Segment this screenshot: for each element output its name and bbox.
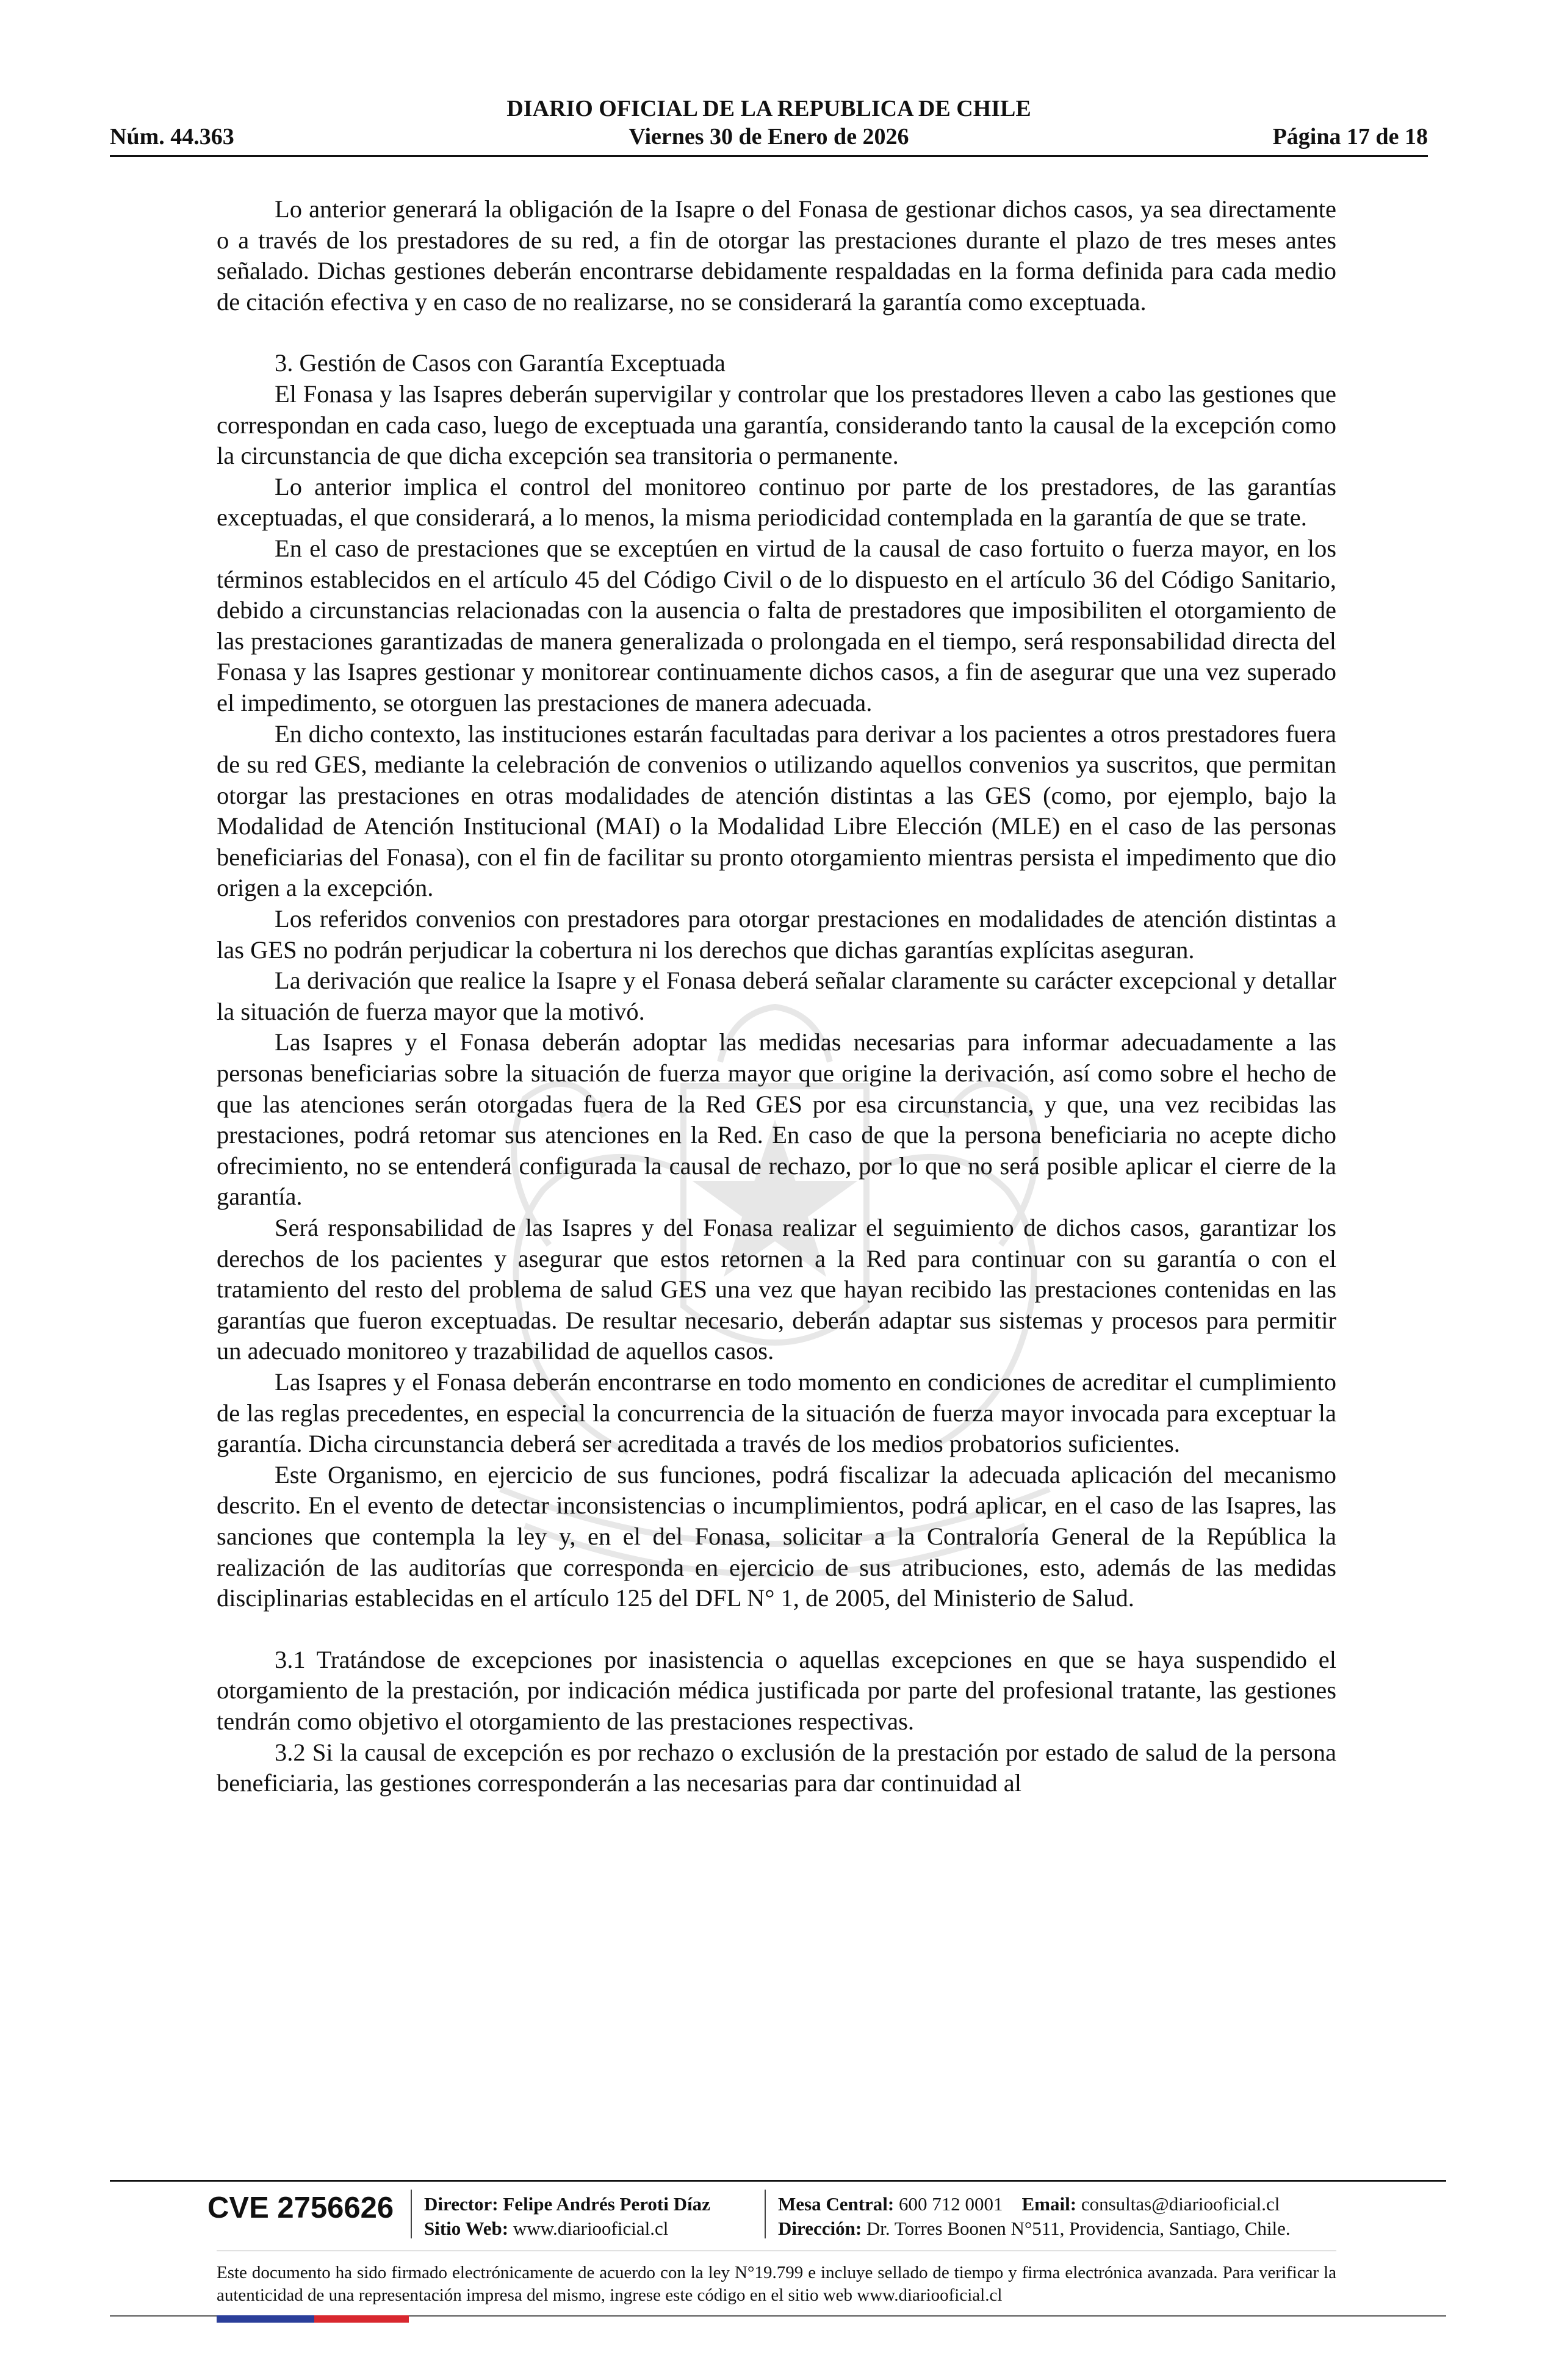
body-paragraph: Será responsabilidad de las Isapres y del Fonasa realizar el seguimiento de dichos casos, garantizar los derechos de los pacientes y asegurar que estos retornen a la Red para continuar con su garantía o con el tratamiento del resto del problema de salud GES una vez que hayan recibido las prestaciones contenidas en las garantías que fueron exceptuadas. De resultar necesario, deberán adaptar sus sistemas y procesos para permitir un adecuado monitoreo y trazabilidad de aquellos casos. <box>217 1214 1336 1365</box>
address-label: Dirección: <box>778 2218 862 2239</box>
email-link[interactable]: consultas@diariooficial.cl <box>1081 2193 1280 2215</box>
body-paragraph: Este Organismo, en ejercicio de sus funciones, podrá fiscalizar la adecuada aplicación del mecanismo descrito. En el evento de detectar inconsistencias o incumplimientos, podrá aplicar, en el caso de las Isapres, las sanciones que contempla la ley y, en el del Fonasa, solicitar a la Contraloría General de la República la realización de las auditorías que corresponda en ejercicio de sus atribuciones, esto, además de las medidas disciplinarias establecidas en el artículo 125 del DFL N° 1, de 2005, del Ministerio de Salud. <box>217 1460 1336 1612</box>
footer-contact-block <box>778 2192 1291 2241</box>
body-paragraph: Lo anterior generará la obligación de la Isapre o del Fonasa de gestionar dichos casos, ya sea directamente o a través de los prestadores de su red, a fin de otorgar las prestaciones durante el plazo de tres meses antes señalado. Dichas gestiones deberán encontrarse debidamente respaldadas en la forma definida para cada medio de citación efectiva y en caso de no realizarse, no se considerará la garantía como exceptuada. <box>217 195 1336 316</box>
body-paragraph: La derivación que realice la Isapre y el Fonasa deberá señalar claramente su carácter excepcional y detallar la situación de fuerza mayor que la motivó. <box>217 967 1336 1025</box>
header-divider <box>110 155 1428 157</box>
body-paragraph: El Fonasa y las Isapres deberán supervigilar y controlar que los prestadores lleven a cabo las gestiones que correspondan en cada caso, luego de exceptuada una garantía, considerando tanto la causal de la excepción como la circunstancia de que dicha excepción sea transitoria o permanente. <box>217 380 1336 470</box>
page-number: Página 17 de 18 <box>1272 124 1428 150</box>
body-paragraph: En dicho contexto, las instituciones estarán facultadas para derivar a los pacientes a otros prestadores fuera de su red GES, mediante la celebración de convenios o utilizando aquellos convenios ya suscritos, que permitan otorgar las prestaciones en otras modalidades de atención distintas a las GES (como, por ejemplo, bajo la Modalidad de Atención Institucional (MAI) o la Modalidad Libre Elección (MLE) en el caso de las personas beneficiarias del Fonasa), con el fin de facilitar su pronto otorgamiento mientras persista el impedimento que dio origen a la excepción. <box>217 719 1336 902</box>
website-label: Sitio Web: <box>424 2218 509 2239</box>
issue-number: Núm. 44.363 <box>110 124 234 150</box>
website-link[interactable]: www.diariooficial.cl <box>513 2218 669 2239</box>
director-name: Felipe Andrés Peroti Díaz <box>503 2193 710 2215</box>
body-paragraph: En el caso de prestaciones que se exceptúen en virtud de la causal de caso fortuito o fuerza mayor, en los términos establecidos en el artículo 45 del Código Civil o de lo dispuesto en el artículo 36 del Código Sanitario, debido a circunstancias relacionadas con la ausencia o falta de prestadores que imposibiliten el otorgamiento de las prestaciones garantizadas de manera generalizada o prolongada en el tiempo, será responsabilidad directa del Fonasa y las Isapres gestionar y monitorear continuamente dichos casos, a fin de asegurar que una vez superado el impedimento, se otorguen las prestaciones de manera adecuada. <box>217 534 1336 716</box>
body-paragraph: Las Isapres y el Fonasa deberán adoptar las medidas necesarias para informar adecuadamente a las personas beneficiarias sobre la situación de fuerza mayor que origine la derivación, así como sobre el hecho de que las atenciones serán otorgadas fuera de la Red GES por esa circunstancia, y que, una vez recibidas las prestaciones, podrá retomar sus atenciones en la Red. En caso de que la persona beneficiaria no acepte dicho ofrecimiento, no se entenderá configurada la causal de rechazo, por lo que no será posible aplicar el cierre de la garantía. <box>217 1028 1336 1211</box>
body-paragraph: Las Isapres y el Fonasa deberán encontrarse en todo momento en condiciones de acreditar el cumplimiento de las reglas precedentes, en especial la concurrencia de la situación de fuerza mayor invocada para exceptuar la garantía. Dicha circunstancia deberá ser acreditada a través de los medios probatorios suficientes. <box>217 1368 1336 1458</box>
footer-separator <box>765 2190 766 2238</box>
email-label: Email: <box>1021 2193 1077 2215</box>
body-paragraph: 3.1 Tratándose de excepciones por inasistencia o aquellas excepciones en que se haya suspendido el otorgamiento de la prestación, por indicación médica justificada por parte del profesional tratante, las gestiones tendrán como objetivo el otorgamiento de las prestaciones respectivas. <box>217 1645 1336 1735</box>
cve-code: CVE 2756626 <box>207 2191 394 2224</box>
page-header <box>110 95 1428 162</box>
footer-separator <box>411 2190 412 2238</box>
director-label: Director: <box>424 2193 499 2215</box>
body-paragraph: Lo anterior implica el control del monitoreo continuo por parte de los prestadores, de las garantías exceptuadas, el que considerará, a lo menos, la misma periodicidad contemplada en la garantía de que se trate. <box>217 472 1336 532</box>
flag-stripe-blue <box>217 2315 314 2323</box>
newspaper-title: DIARIO OFICIAL DE LA REPUBLICA DE CHILE <box>506 96 1031 121</box>
mesa-phone: 600 712 0001 <box>899 2193 1003 2215</box>
issue-date: Viernes 30 de Enero de 2026 <box>629 124 909 150</box>
mesa-label: Mesa Central: <box>778 2193 895 2215</box>
flag-stripe-red <box>314 2315 409 2323</box>
body-paragraph: Los referidos convenios con prestadores para otorgar prestaciones en modalidades de atención distintas a las GES no podrán perjudicar la cobertura ni los derechos que dichas garantías explícitas aseguran. <box>217 905 1336 964</box>
address-value: Dr. Torres Boonen N°511, Providencia, Santiago, Chile. <box>866 2218 1291 2239</box>
footer-director-block <box>424 2192 710 2241</box>
section-heading: 3. Gestión de Casos con Garantía Exceptuada <box>275 349 726 377</box>
document-body <box>217 194 1336 1799</box>
signature-disclaimer: Este documento ha sido firmado electrónicamente de acuerdo con la ley N°19.799 e incluye sellado de tiempo y firma electrónica avanzada. Para verificar la autenticidad de una representación impresa del mismo, ingrese este código en el sitio web www.diariooficial.cl <box>217 2263 1336 2305</box>
footer-divider <box>110 2180 1446 2182</box>
body-paragraph: 3.2 Si la causal de excepción es por rechazo o exclusión de la prestación por estado de salud de la persona beneficiaria, las gestiones corresponderán a las necesarias para dar continuidad al <box>217 1738 1336 1797</box>
